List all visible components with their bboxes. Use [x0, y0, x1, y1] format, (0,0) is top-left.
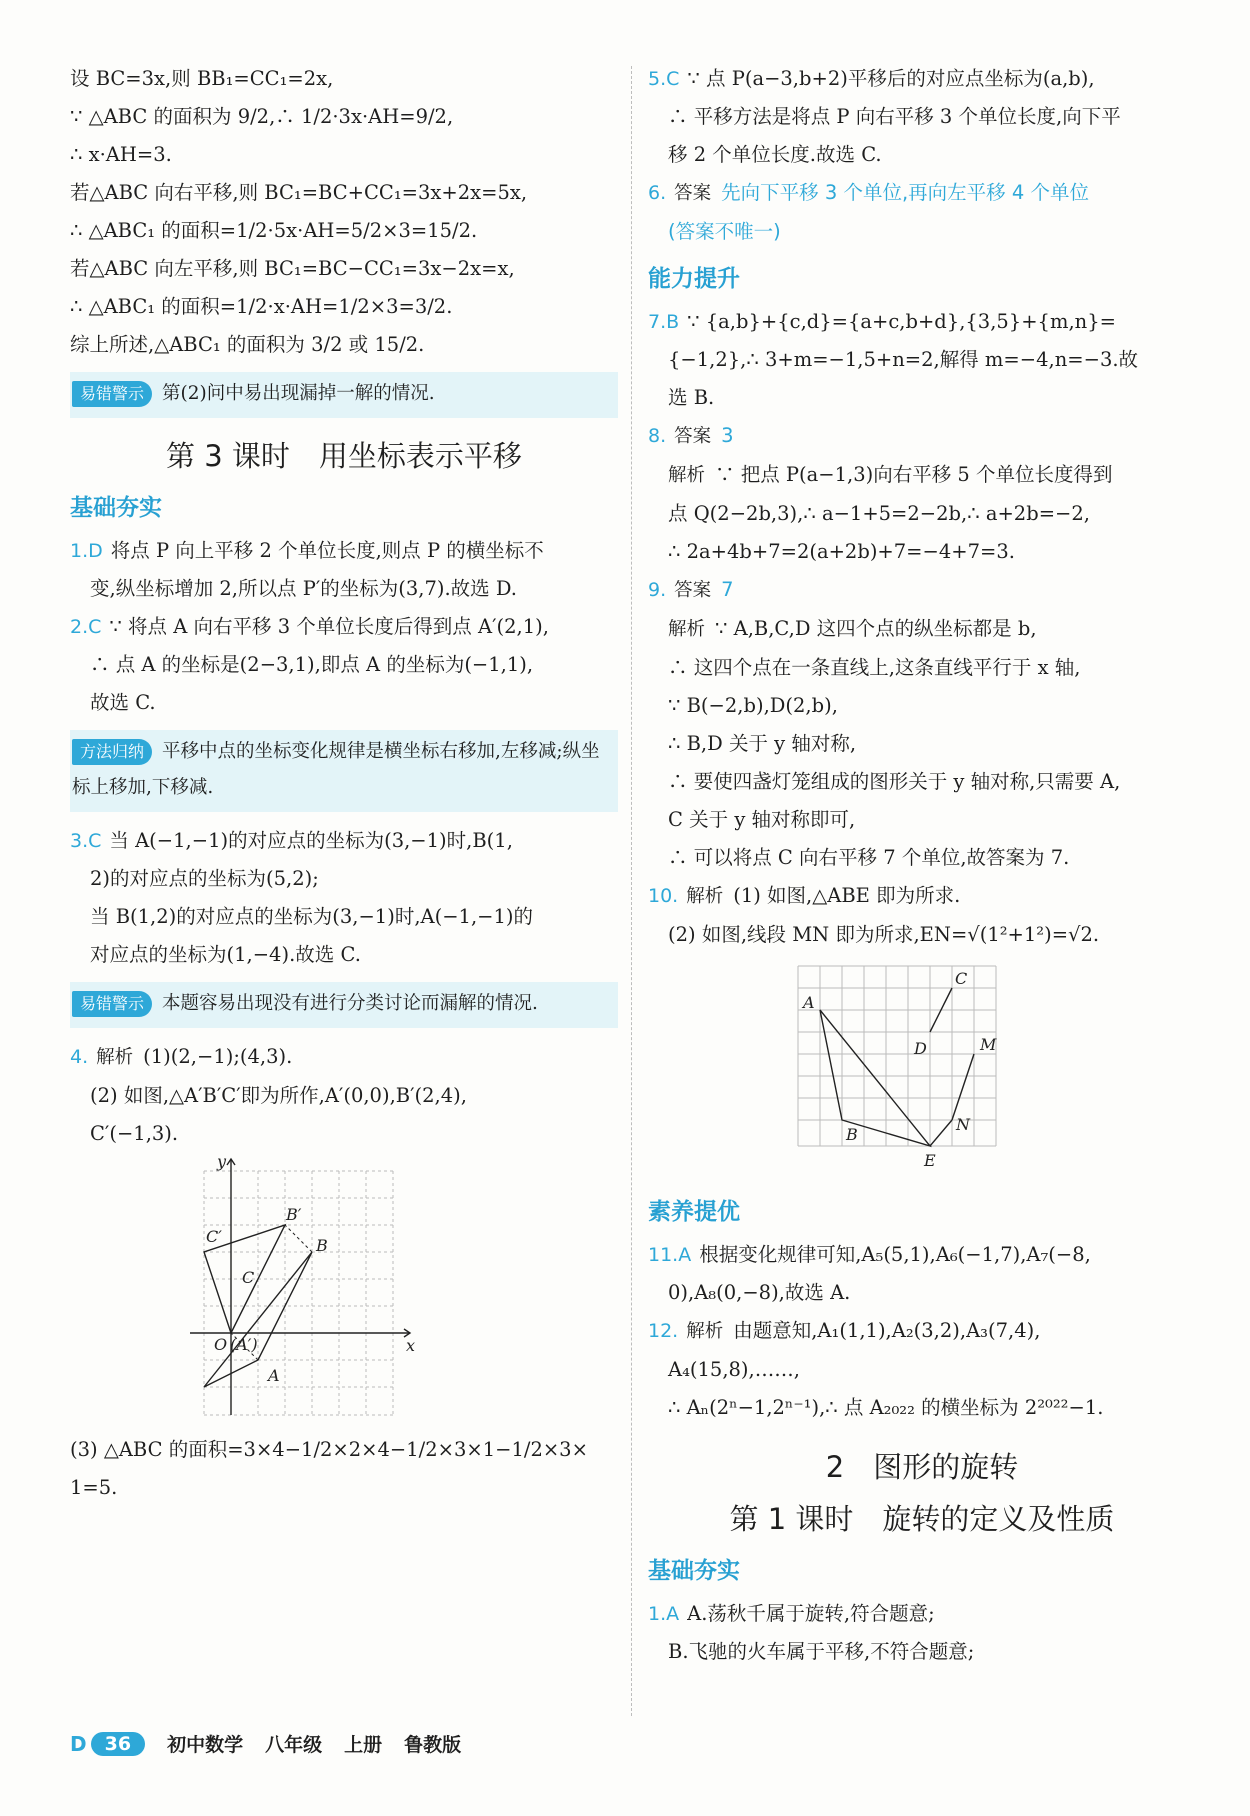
note-tag: 方法归纳	[72, 739, 152, 765]
note-text: 平移中点的坐标变化规律是横坐标右移加,左移减;纵坐标上移加,下移减.	[72, 741, 600, 798]
answer-text: 先向下平移 3 个单位,再向左平移 4 个单位	[721, 181, 1089, 204]
text-line: {−1,2},∴ 3+m=−1,5+n=2,解得 m=−4,n=−3.故	[668, 348, 1139, 371]
section-heading: 素养提优	[648, 1199, 740, 1225]
text-line: ∴ △ABC₁ 的面积=1/2·x·AH=1/2×3=3/2.	[70, 295, 453, 318]
text-line: 移 2 个单位长度.故选 C.	[668, 143, 882, 166]
text-line: ∵ △ABC 的面积为 9/2,∴ 1/2·3x·AH=9/2,	[70, 105, 454, 128]
analysis-label: 解析	[668, 619, 706, 640]
text-line: ∴ 可以将点 C 向右平移 7 个单位,故答案为 7.	[668, 846, 1070, 869]
text-line: (2) 如图,△A′B′C′即为所作,A′(0,0),B′(2,4),	[90, 1084, 467, 1107]
question-number: 2.C	[70, 616, 102, 638]
text-line: (1) 如图,△ABE 即为所求.	[733, 884, 961, 907]
text-line: 若△ABC 向左平移,则 BC₁=BC−CC₁=3x−2x=x,	[70, 257, 515, 280]
analysis-label: 解析	[96, 1047, 134, 1068]
point-label: C′	[206, 1227, 222, 1246]
text-line: ∴ Aₙ(2ⁿ−1,2ⁿ⁻¹),∴ 点 A₂₀₂₂ 的横坐标为 2²⁰²²−1.	[668, 1396, 1104, 1419]
footer-edition: 鲁教版	[404, 1734, 462, 1756]
question-number: 3.C	[70, 830, 102, 852]
text-line: 点 Q(2−2b,3),∴ a−1+5=2−2b,∴ a+2b=−2,	[668, 502, 1090, 525]
text-line: A.荡秋千属于旋转,符合题意;	[687, 1602, 935, 1625]
coordinate-figure	[70, 1153, 618, 1417]
answer-label: 答案	[674, 183, 712, 204]
right-column	[648, 60, 1196, 1671]
error-warning-note	[70, 982, 618, 1028]
text-line: ∴ 平移方法是将点 P 向右平移 3 个单位长度,向下平	[668, 105, 1121, 128]
grid-figure	[648, 954, 1196, 1184]
answer-label: 答案	[674, 580, 712, 601]
lesson-title: 第 1 课时 旋转的定义及性质	[729, 1502, 1115, 1536]
text-line: 由题意知,A₁(1,1),A₂(3,2),A₃(7,4),	[733, 1319, 1041, 1342]
point-label: A	[803, 993, 815, 1012]
text-line: ∴ x·AH=3.	[70, 143, 172, 166]
text-line: ∵ B(−2,b),D(2,b),	[668, 694, 838, 717]
text-line: 0),A₈(0,−8),故选 A.	[668, 1281, 851, 1304]
text-line: 当 B(1,2)的对应点的坐标为(3,−1)时,A(−1,−1)的	[90, 905, 534, 928]
text-line: 设 BC=3x,则 BB₁=CC₁=2x,	[70, 67, 334, 90]
left-column	[70, 60, 618, 1507]
text-line: 综上所述,△ABC₁ 的面积为 3/2 或 15/2.	[70, 333, 425, 356]
footer-volume: 上册	[344, 1734, 383, 1756]
text-line: ∴ 这四个点在一条直线上,这条直线平行于 x 轴,	[668, 656, 1081, 679]
text-line: 对应点的坐标为(1,−4).故选 C.	[90, 943, 361, 966]
question-number: 11.A	[648, 1244, 692, 1266]
method-summary-note	[70, 730, 618, 812]
text-line: ∵ {a,b}+{c,d}={a+c,b+d},{3,5}+{m,n}=	[687, 310, 1116, 333]
origin-label: O	[214, 1335, 228, 1354]
question-number: 6.	[648, 182, 667, 204]
text-line: 当 A(−1,−1)的对应点的坐标为(3,−1)时,B(1,	[109, 829, 513, 852]
text-line: (1)(2,−1);(4,3).	[143, 1045, 293, 1068]
text-line: ∴ 要使四盏灯笼组成的图形关于 y 轴对称,只需要 A,	[668, 770, 1121, 793]
text-line: B.飞驰的火车属于平移,不符合题意;	[668, 1640, 975, 1663]
point-label: A	[268, 1366, 280, 1385]
text-line: ∴ 点 A 的坐标是(2−3,1),即点 A 的坐标为(−1,1),	[90, 653, 534, 676]
text-line: 将点 P 向上平移 2 个单位长度,则点 P 的横坐标不	[110, 539, 544, 562]
text-line: ∴ 2a+4b+7=2(a+2b)+7=−4+7=3.	[668, 540, 1015, 563]
question-number: 1.D	[70, 540, 103, 562]
answer-text: 3	[721, 424, 734, 447]
question-number: 9.	[648, 579, 667, 601]
answer-text: 7	[721, 578, 734, 601]
point-label: B	[846, 1125, 858, 1144]
error-warning-note	[70, 372, 618, 418]
note-text: 本题容易出现没有进行分类讨论而漏解的情况.	[162, 993, 538, 1014]
text-line: 2)的对应点的坐标为(5,2);	[90, 867, 319, 890]
text-line: A₄(15,8),……,	[668, 1358, 800, 1381]
point-label: C	[242, 1268, 255, 1287]
point-label: E	[924, 1151, 936, 1170]
text-line: 1=5.	[70, 1476, 118, 1499]
text-line: 根据变化规律可知,A₅(5,1),A₆(−1,7),A₇(−8,	[699, 1243, 1091, 1266]
note-text: 第(2)问中易出现漏掉一解的情况.	[162, 383, 435, 404]
page-number: 36	[91, 1732, 145, 1756]
text-line: C 关于 y 轴对称即可,	[668, 808, 856, 831]
question-number: 8.	[648, 425, 667, 447]
point-label: N	[956, 1115, 970, 1134]
page-footer	[70, 1730, 483, 1757]
text-line: ∴ △ABC₁ 的面积=1/2·5x·AH=5/2×3=15/2.	[70, 219, 478, 242]
question-number: 7.B	[648, 311, 680, 333]
question-number: 12.	[648, 1320, 679, 1342]
text-line: 变,纵坐标增加 2,所以点 P′的坐标为(3,7).故选 D.	[90, 577, 518, 600]
text-line: 选 B.	[668, 386, 715, 409]
text-line: ∴ B,D 关于 y 轴对称,	[668, 732, 857, 755]
text-line: ∵ 将点 A 向右平移 3 个单位长度后得到点 A′(2,1),	[109, 615, 549, 638]
unit-title: 2 图形的旋转	[825, 1450, 1019, 1484]
x-axis-label: x	[406, 1336, 416, 1355]
question-number: 5.C	[648, 68, 680, 90]
text-line: ∵ A,B,C,D 这四个点的纵坐标都是 b,	[715, 617, 1037, 640]
y-axis-label: y	[217, 1153, 227, 1171]
point-label: B′	[286, 1205, 302, 1224]
answer-label: 答案	[674, 426, 712, 447]
point-label: M	[980, 1035, 997, 1054]
point-label: B	[316, 1236, 328, 1255]
section-heading: 基础夯实	[70, 495, 162, 521]
section-heading: 基础夯实	[648, 1558, 740, 1584]
analysis-label: 解析	[686, 1321, 724, 1342]
question-number: 1.A	[648, 1603, 680, 1625]
text-line: 故选 C.	[90, 691, 156, 714]
point-label: D	[914, 1039, 927, 1058]
answer-text: (答案不唯一)	[668, 220, 781, 243]
text-line: 若△ABC 向右平移,则 BC₁=BC+CC₁=3x+2x=5x,	[70, 181, 528, 204]
lesson-title: 第 3 课时 用坐标表示平移	[166, 439, 522, 473]
text-line: (2) 如图,线段 MN 即为所求,EN=√(1²+1²)=√2.	[668, 923, 1100, 946]
point-label: (A′)	[230, 1335, 258, 1354]
analysis-label: 解析	[686, 886, 724, 907]
note-tag: 易错警示	[72, 991, 152, 1017]
footer-grade: 八年级	[265, 1734, 323, 1756]
text-line: C′(−1,3).	[90, 1122, 179, 1145]
question-number: 4.	[70, 1046, 89, 1068]
point-label: C	[955, 969, 968, 988]
footer-subject: 初中数学	[167, 1734, 244, 1756]
text-line: ∵ 点 P(a−3,b+2)平移后的对应点坐标为(a,b),	[687, 67, 1095, 90]
analysis-label: 解析	[668, 465, 706, 486]
column-divider	[631, 66, 632, 1716]
footer-mark: D	[70, 1731, 87, 1756]
section-heading: 能力提升	[648, 266, 740, 292]
text-line: (3) △ABC 的面积=3×4−1/2×2×4−1/2×3×1−1/2×3×	[70, 1438, 588, 1461]
question-number: 10.	[648, 885, 679, 907]
note-tag: 易错警示	[72, 381, 152, 407]
text-line: ∵ 把点 P(a−1,3)向右平移 5 个单位长度得到	[715, 463, 1113, 486]
